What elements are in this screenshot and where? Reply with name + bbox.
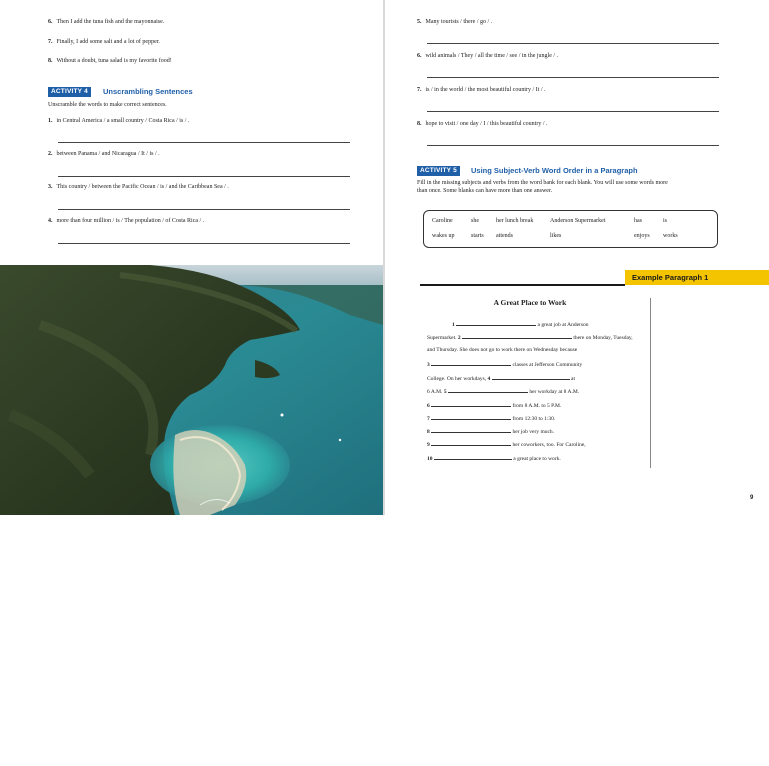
item-text: is / in the world / the most beautiful country / It / . <box>425 87 546 93</box>
paragraph-line <box>452 320 589 329</box>
item-text: hope to visit / one day / I / this beautiful country / . <box>425 121 548 127</box>
word-bank-item: wakes up <box>432 233 455 239</box>
instructions-line: Fill in the missing subjects and verbs from the word bank for each blank. You will use some words more <box>417 180 668 186</box>
answer-line[interactable] <box>58 176 350 177</box>
coastline-photo <box>0 265 383 766</box>
page-number: 9 <box>750 495 754 501</box>
blank-number: 2 <box>457 335 461 341</box>
activity-5-instructions <box>417 180 668 195</box>
paragraph-text: a great place to work. <box>513 456 561 462</box>
item-text: This country / between the Pacific Ocean / is / and the Caribbean Sea / . <box>56 184 229 190</box>
paragraph-line <box>427 333 633 342</box>
paragraph-text: her workday at 8 A.M. <box>529 389 580 395</box>
item-number: 5. <box>417 19 422 25</box>
word-bank-item: has <box>634 218 642 224</box>
word-bank-item: is <box>663 218 668 224</box>
word-bank-item: Anderson Supermarket <box>550 218 606 224</box>
paragraph-line <box>427 387 579 396</box>
item-text: Many tourists / there / go / . <box>425 19 493 25</box>
list-item <box>48 218 204 225</box>
blank-number: 3 <box>427 362 430 368</box>
list-item <box>417 121 547 128</box>
item-number: 1. <box>48 118 53 124</box>
item-number: 2. <box>48 151 53 157</box>
fill-blank[interactable] <box>431 360 511 366</box>
paragraph-line <box>427 440 586 449</box>
fill-blank[interactable] <box>456 320 536 326</box>
paragraph-text: 6 A.M. <box>427 389 443 395</box>
list-item <box>48 184 229 191</box>
fill-blank[interactable] <box>492 374 570 380</box>
answer-line[interactable] <box>58 243 350 244</box>
right-page <box>385 0 769 515</box>
paragraph-text: College. On her workdays, <box>427 376 487 382</box>
answer-line[interactable] <box>427 77 719 78</box>
answer-line[interactable] <box>58 142 350 143</box>
paragraph-line <box>427 347 577 354</box>
paragraph-text: her job very much. <box>512 429 555 435</box>
list-item <box>417 87 545 94</box>
example-paragraph-banner: Example Paragraph 1 <box>625 270 769 285</box>
page-number: 8 <box>12 760 16 766</box>
list-item <box>417 53 558 60</box>
item-number: 6. <box>417 53 422 59</box>
blank-number: 1 <box>452 322 455 328</box>
word-bank-item: Caroline <box>432 218 453 224</box>
list-item <box>48 151 160 158</box>
fill-blank[interactable] <box>431 401 511 407</box>
paragraph-line <box>427 360 582 369</box>
activity-5-badge: ACTIVITY 5 <box>417 166 460 176</box>
item-number: 3. <box>48 184 53 190</box>
activity-4-instructions: Unscramble the words to make correct sentences. <box>48 102 167 108</box>
list-item <box>48 19 164 26</box>
left-page <box>0 0 383 766</box>
blank-number: 4 <box>487 376 491 382</box>
blank-number: 6 <box>427 403 430 409</box>
word-bank-item: starts <box>471 233 484 239</box>
activity-4-title: Unscrambling Sentences <box>103 87 193 96</box>
answer-line[interactable] <box>427 145 719 146</box>
paragraph-text: from 12:30 to 1:30. <box>512 416 556 422</box>
fill-blank[interactable] <box>431 427 511 433</box>
paragraph-line <box>427 374 575 383</box>
paragraph-text: Supermarket. <box>427 335 457 341</box>
paragraph-line <box>427 414 555 423</box>
bullet: • <box>37 760 40 766</box>
paragraph-margin-line <box>650 298 651 468</box>
item-number: 8. <box>48 58 53 64</box>
paragraph-line <box>427 454 561 463</box>
activity-4-badge: ACTIVITY 4 <box>48 87 91 97</box>
chapter-title: Understanding Sentence Basics <box>40 760 119 766</box>
activity-5-title: Using Subject-Verb Word Order in a Paragraph <box>471 166 638 175</box>
paragraph-text: and Thursday. She does not go to work there on Wednesday because <box>427 347 578 353</box>
item-number: 8. <box>417 121 422 127</box>
item-text: wild animals / They / all the time / see / in the jungle / . <box>425 53 559 59</box>
paragraph-text: a great job at Anderson <box>537 322 589 328</box>
item-text: Then I add the tuna fish and the mayonnaise. <box>56 19 165 25</box>
paragraph-text: classes at Jefferson Community <box>512 362 583 368</box>
answer-line[interactable] <box>58 209 350 210</box>
list-item <box>48 118 189 125</box>
paragraph-text: at <box>571 376 575 382</box>
list-item <box>417 19 492 26</box>
instructions-line: than once. Some blanks can have more than one answer. <box>417 187 553 194</box>
item-text: between Panama / and Nicaragua / It / is / . <box>56 151 160 157</box>
item-number: 6. <box>48 19 53 25</box>
word-bank-item: likes <box>550 233 562 239</box>
answer-line[interactable] <box>427 43 719 44</box>
left-footer <box>12 760 119 766</box>
item-text: Without a doubt, tuna salad is my favorite food! <box>56 58 172 64</box>
paragraph-text: from 8 A.M. to 5 P.M. <box>512 403 562 409</box>
item-number: 7. <box>417 87 422 93</box>
blank-number: 5 <box>443 389 447 395</box>
coastline-photo-image <box>0 265 383 515</box>
fill-blank[interactable] <box>431 414 511 420</box>
paragraph-text: there on Monday, Tuesday, <box>573 335 633 341</box>
item-text: more than four million / is / The population / of Costa Rica / . <box>56 218 205 224</box>
answer-line[interactable] <box>427 111 719 112</box>
blank-number: 8 <box>427 429 430 435</box>
item-number: 7. <box>48 39 53 45</box>
blank-number: 9 <box>427 442 430 448</box>
banner-divider <box>420 284 625 286</box>
word-bank-item: attends <box>496 233 513 239</box>
unit-label: UNIT 1 <box>18 760 36 766</box>
paragraph-line <box>427 401 561 410</box>
fill-blank[interactable] <box>434 454 512 460</box>
paragraph-line <box>427 427 554 436</box>
blank-number: 7 <box>427 416 430 422</box>
word-bank-item: works <box>663 233 678 239</box>
list-item <box>48 58 172 65</box>
fill-blank[interactable] <box>462 333 572 339</box>
word-bank-item: enjoys <box>634 233 650 239</box>
paragraph-title: A Great Place to Work <box>493 298 567 307</box>
blank-number: 10 <box>427 456 433 462</box>
item-number: 4. <box>48 218 53 224</box>
fill-blank[interactable] <box>431 440 511 446</box>
word-bank <box>423 210 718 248</box>
list-item <box>48 39 160 46</box>
paragraph-text: her coworkers, too. For Caroline, <box>512 442 586 448</box>
item-text: Finally, I add some salt and a lot of pepper. <box>56 39 160 45</box>
word-bank-item: she <box>471 218 479 224</box>
item-text: in Central America / a small country / Costa Rica / is / . <box>56 118 190 124</box>
fill-blank[interactable] <box>448 387 528 393</box>
word-bank-item: her lunch break <box>496 218 534 224</box>
